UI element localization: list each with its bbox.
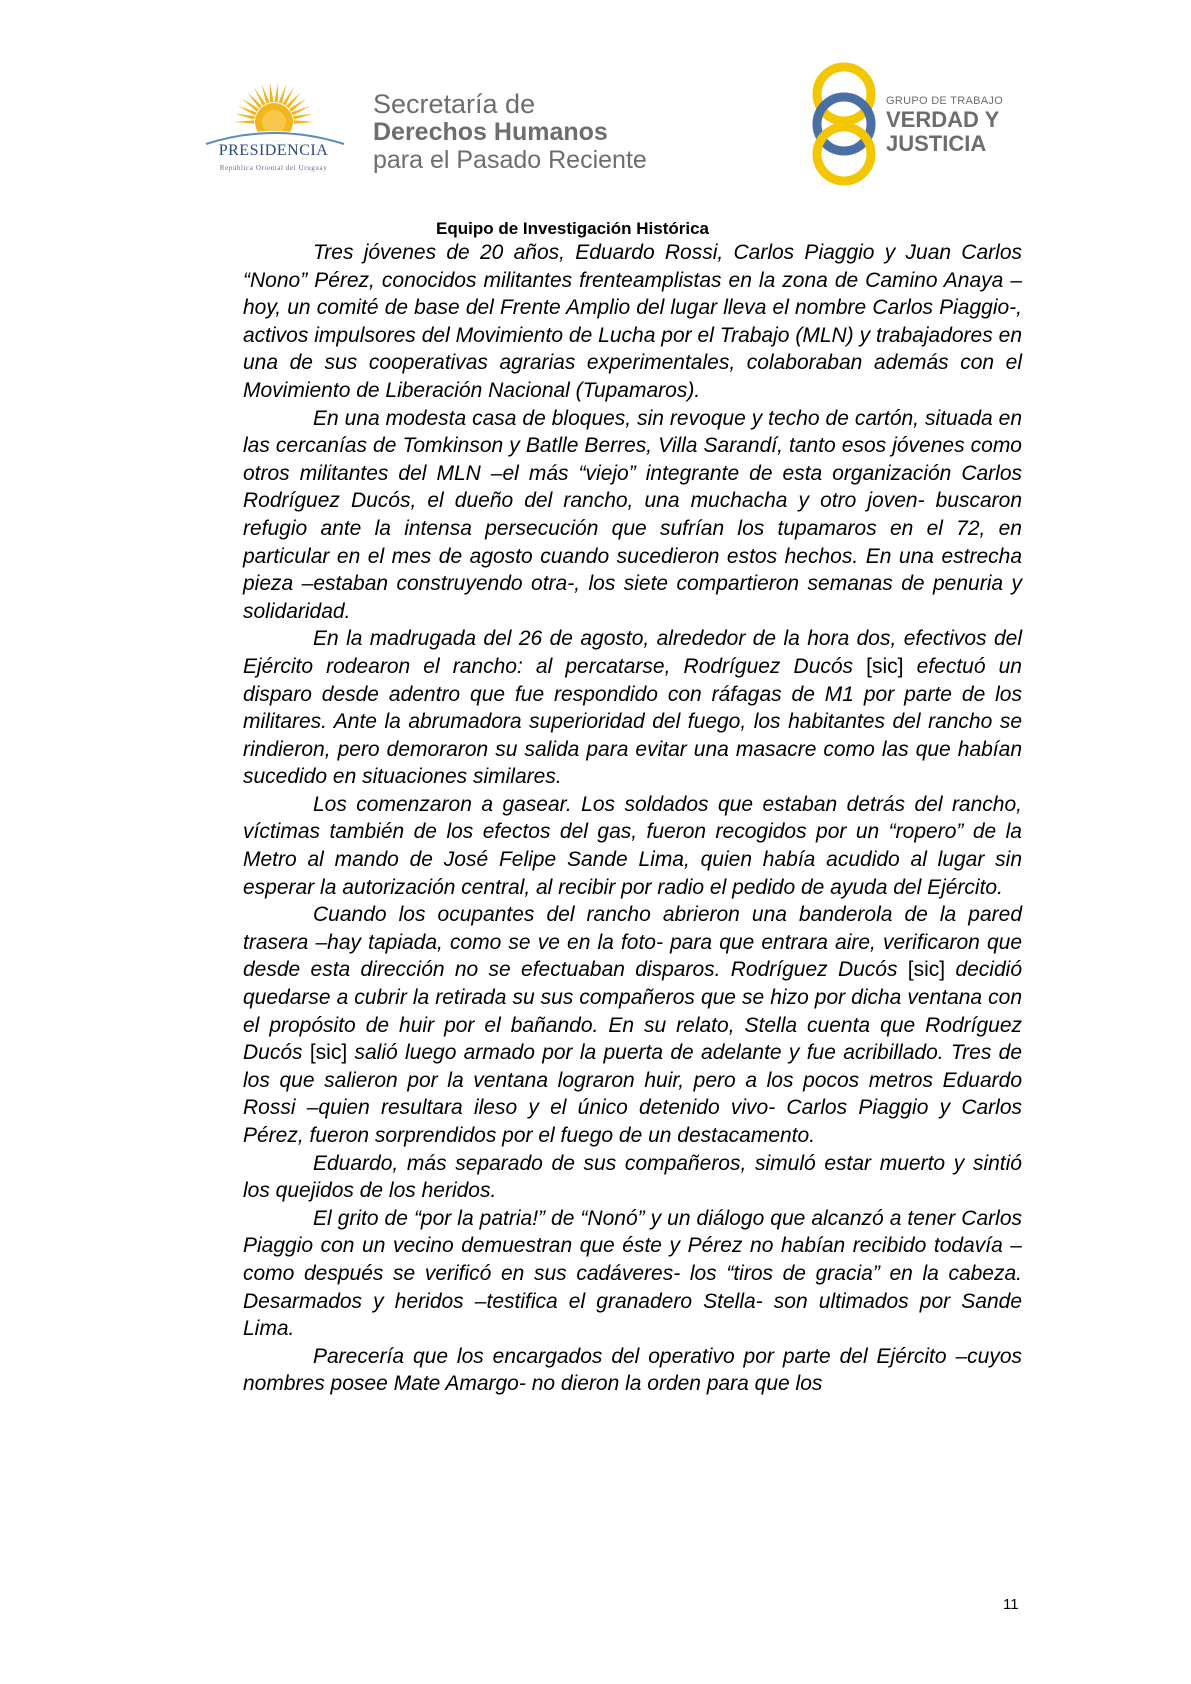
paragraph — [243, 239, 1022, 405]
sun-ray — [242, 98, 259, 111]
sun-ray — [274, 82, 278, 102]
sun-ray — [234, 120, 254, 124]
paragraph-text: Los comenzaron a gasear. Los soldados que estaban detrás del rancho, víctimas también de los efectos del gas, fueron recogidos por un “ropero” de la Metro al mando de José Felipe Sande Lima, quien había acudido al lugar sin esperar la autorización central, al recibir por radio el pedido de ayuda del Ejército. — [243, 792, 1022, 899]
paragraph — [243, 1343, 1022, 1398]
verdad-justicia-text — [886, 94, 1003, 156]
paragraph-text: El grito de “por la patria!” de “Nonó” y un diálogo que alcanzó a tener Carlos Piaggio con un vecino demuestran que éste y Pérez no habían recibido todavía –como después se verificó en sus cadáveres- los “tiros de gracia” en la cabeza. Desarmados y heridos –testifica el granadero Stella- son ultimados por Sande Lima. — [243, 1206, 1022, 1341]
paragraph — [243, 1150, 1022, 1205]
paragraph — [243, 791, 1022, 901]
rings-emblem-icon — [808, 62, 888, 187]
paragraph-text: En la madrugada del 26 de agosto, alrededor de la hora dos, efectivos del Ejército rodearon el rancho: al percatarse, Rodríguez Ducós — [243, 627, 1022, 678]
sic-note: [sic] — [866, 654, 904, 678]
presidencia-logo — [196, 78, 356, 178]
presidencia-subtitle: República Oriental del Uruguay — [219, 164, 328, 172]
sic-note: [sic] — [907, 958, 946, 982]
verdad-justicia-logo — [808, 62, 1008, 187]
secretaria-line-2: Derechos Humanos — [373, 118, 608, 146]
page-number: 11 — [1003, 1596, 1019, 1613]
sun-ray — [293, 114, 313, 120]
grupo-label: GRUPO DE TRABAJO — [886, 95, 1004, 107]
verdad-label: VERDAD Y — [886, 107, 1000, 132]
secretaria-title — [373, 90, 647, 174]
paragraph — [243, 901, 1022, 1149]
paragraph-text: decidió quedarse a cubrir la retirada su sus compañeros que se hizo por dicha ventana con el propósito de huir por el bañando. En su relato, Stella cuenta que Rodríguez Ducós — [243, 958, 1022, 1065]
paragraph-text: salió luego armado por la puerta de adelante y fue acribillado. Tres de los que salieron por la ventana lograron huir, pero a los pocos metros Eduardo Rossi –quien resultara ileso y el único detenido vivo- Carlos Piaggio y Carlos Pérez, fueron sorprendidos por el fuego de un destacamento. — [243, 1041, 1023, 1147]
sun-emblem-icon — [196, 78, 356, 148]
sun-ray — [270, 82, 274, 102]
sun-ray — [289, 98, 306, 111]
paragraph-text: Parecería que los encargados del operativo por parte del Ejército –cuyos nombres posee Mate Amargo- no dieron la orden para que los — [243, 1344, 1022, 1396]
secretaria-line-3: para el Pasado Reciente — [373, 146, 647, 174]
sun-ray — [247, 92, 262, 108]
team-title: Equipo de Investigación Histórica — [436, 219, 709, 238]
secretaria-line-1: Secretaría de — [373, 89, 536, 119]
paragraph — [243, 405, 1022, 626]
paragraph-text: Eduardo, más separado de sus compañeros, simuló estar muerto y sintió los quejidos de los heridos. — [243, 1151, 1022, 1203]
sun-ray — [294, 120, 314, 124]
page-header — [0, 0, 1191, 210]
paragraph-text: Tres jóvenes de 20 años, Eduardo Rossi, Carlos Piaggio y Juan Carlos “Nono” Pérez, conocidos militantes frenteamplistas en la zona de Camino Anaya –hoy, un comité de base del Frente Amplio del lugar lleva el nombre Carlos Piaggio-, activos impulsores del Movimiento de Lucha por el Trabajo (MLN) y trabajadores en una de sus cooperativas agrarias experimentales, colaboraban además con el Movimiento de Liberación Nacional (Tupamaros). — [243, 241, 1022, 402]
paragraph — [243, 625, 1022, 791]
paragraph-text: Cuando los ocupantes del rancho abrieron una banderola de la pared trasera –hay tapiada, como se ve en la foto- para que entrara aire, verificaron que desde esta dirección no se efectuaban disparos. Rodríguez Ducós — [243, 903, 1022, 982]
paragraph-text: En una modesta casa de bloques, sin revoque y techo de cartón, situada en las cercanías de Tomkinson y Batlle Berres, Villa Sarandí, tanto esos jóvenes como otros militantes del MLN –el más “viejo” integrante de esta organización Carlos Rodríguez Ducós, el dueño del rancho, una muchacha y otro joven- buscaron refugio ante la intensa persecución que sufrían los tupamaros en el 72, en particular en el mes de agosto cuando sucedieron estos hechos. En una estrecha pieza –estaban construyendo otra-, los siete compartieron semanas de penuria y solidaridad. — [243, 406, 1022, 623]
justicia-label: JUSTICIA — [886, 131, 987, 156]
paragraph-text: efectuó un disparo desde adentro que fue respondido con ráfagas de M1 por parte de los militares. Ante la abrumadora superioridad del fuego, los habitantes del rancho se rindieron, pero demoraron su salida para evitar una masacre como las que habían sucedido en situaciones similares. — [243, 654, 1022, 789]
presidencia-name: PRESIDENCIA — [218, 142, 329, 159]
paragraph — [243, 1205, 1022, 1343]
sun-ray — [286, 92, 301, 108]
sun-ray — [235, 114, 255, 120]
sic-note: [sic] — [309, 1041, 348, 1065]
body-text — [243, 239, 1022, 1398]
